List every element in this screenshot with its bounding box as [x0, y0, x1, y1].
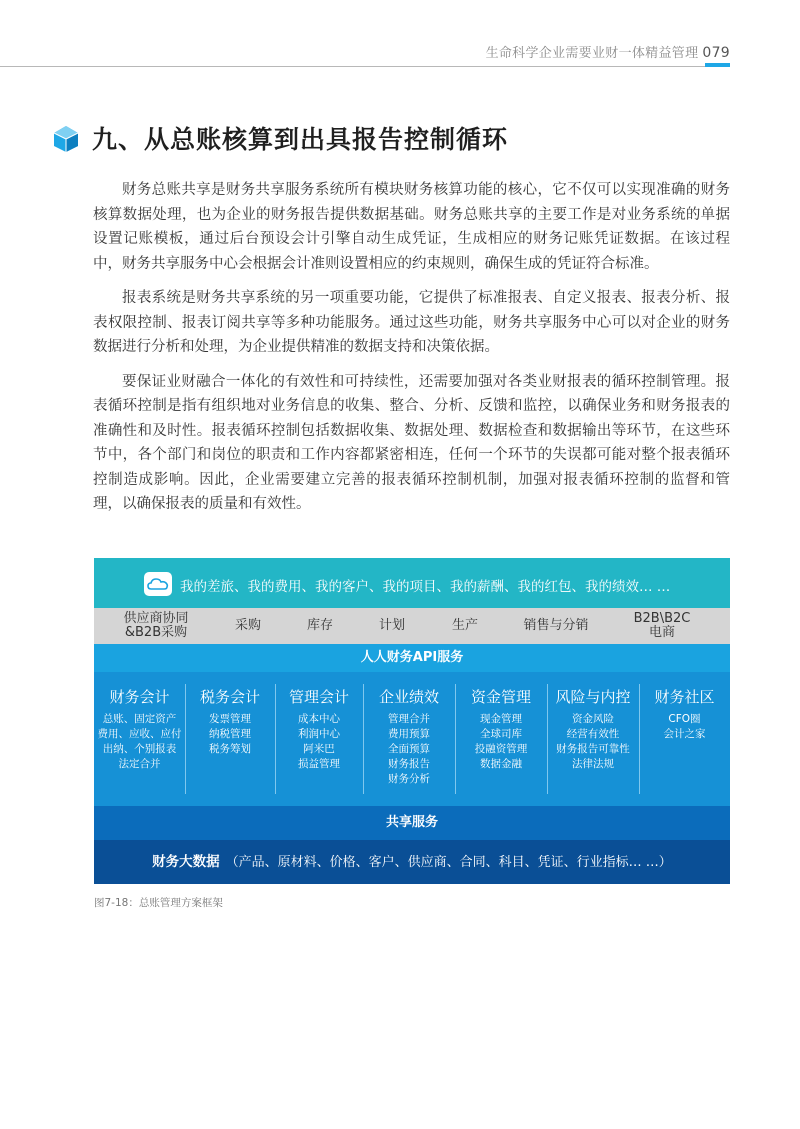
shared-services-band: 共享服务	[94, 806, 730, 840]
module-items	[94, 712, 185, 772]
running-header	[486, 42, 730, 61]
module-item: 法律法规	[572, 758, 614, 770]
personal-services-text: 我的差旅、我的费用、我的客户、我的项目、我的薪酬、我的红包、我的绩效… …	[180, 579, 671, 595]
header-rule	[0, 66, 730, 67]
module-item: 费用、应收、应付	[97, 728, 182, 740]
module-item: 数据金融	[480, 758, 522, 770]
module-item: CFO圈	[668, 713, 701, 725]
module-item: 利润中心	[298, 728, 340, 740]
module-item: 全面预算	[388, 743, 430, 755]
module-item: 纳税管理	[209, 728, 251, 740]
business-item: 计划	[378, 618, 406, 633]
business-item: 供应商协同 &B2B采购	[123, 611, 189, 640]
finance-bigdata-band	[94, 840, 730, 884]
module-item: 会计之家	[663, 728, 706, 740]
module-item: 损益管理	[298, 758, 340, 770]
module-title: 财务会计	[109, 688, 170, 706]
module-items	[455, 712, 547, 772]
business-item: 生产	[451, 618, 479, 633]
module-title: 税务会计	[199, 688, 260, 706]
module-item: 费用预算	[388, 728, 430, 740]
page-number: 079	[702, 45, 730, 61]
module-items	[275, 712, 363, 772]
module-enterprise-performance	[363, 672, 455, 806]
running-title: 生命科学企业需要业财一体精益管理	[485, 46, 699, 61]
module-item: 经营有效性	[566, 728, 620, 740]
api-service-band: 人人财务API服务	[94, 644, 730, 672]
module-item: 阿米巴	[303, 743, 335, 755]
module-title: 风险与内控	[555, 688, 631, 706]
business-systems-band	[94, 608, 730, 644]
module-items	[185, 712, 275, 757]
module-item: 管理合并	[388, 713, 430, 725]
module-item: 出纳、个别报表	[102, 743, 177, 755]
module-items	[639, 712, 730, 742]
module-treasury	[455, 672, 547, 806]
bigdata-detail: （产品、原材料、价格、客户、供应商、合同、科目、凭证、行业指标… …）	[225, 855, 672, 870]
module-title: 管理会计	[288, 688, 349, 706]
paragraph-2: 报表系统是财务共享系统的另一项重要功能，它提供了标准报表、自定义报表、报表分析、报表权限控制、报表订阅共享等多种功能服务。通过这些功能，财务共享服务中心可以对企业的财务数据进行分析和处理，为企业提供精准的数据支持和决策依据。	[93, 290, 730, 355]
paragraph-1: 财务总账共享是财务共享服务系统所有模块财务核算功能的核心，它不仅可以实现准确的财务核算数据处理，也为企业的财务报告提供数据基础。财务总账共享的主要工作是对业务系统的单据设置记账模板，通过后台预设会计引擎自动生成凭证，生成相应的财务记账凭证数据。在该过程中，财务共享服务中心会根据会计准则设置相应的约束规则，确保生成的凭证符合标准。	[93, 182, 730, 272]
header-accent-bar	[705, 63, 730, 67]
business-item: B2B\B2C 电商	[633, 611, 691, 640]
module-item: 成本中心	[298, 713, 340, 725]
figure-caption: 图7-18：总账管理方案框架	[94, 897, 223, 909]
module-item: 发票管理	[209, 713, 251, 725]
module-title: 资金管理	[470, 688, 531, 706]
hexagon-cube-icon	[52, 125, 80, 153]
module-item: 全球司库	[480, 728, 522, 740]
module-tax-accounting	[185, 672, 275, 806]
module-item: 法定合并	[118, 758, 161, 770]
body-text	[93, 178, 730, 527]
module-item: 财务报告	[388, 758, 430, 770]
module-items	[363, 712, 455, 787]
module-item: 财务报告可靠性	[556, 743, 630, 755]
business-item: 库存	[306, 618, 334, 633]
module-item: 现金管理	[480, 713, 522, 725]
module-item: 总账、固定资产	[102, 713, 177, 725]
module-item: 财务分析	[388, 773, 430, 785]
module-risk-control	[547, 672, 639, 806]
business-item: 采购	[234, 618, 262, 633]
module-financial-accounting	[94, 672, 185, 806]
paragraph-3: 要保证业财融合一体化的有效性和可持续性，还需要加强对各类业财报表的循环控制管理。报表循环控制是指有组织地对业务信息的收集、整合、分析、反馈和监控，以确保业务和财务报表的准确性和及时性。报表循环控制包括数据收集、数据处理、数据检查和数据输出等环节，在这些环节中，各个部门和岗位的职责和工作内容都紧密相连，任何一个环节的失误都可能对整个报表循环控制造成影响。因此，企业需要建立完善的报表循环控制机制，加强对报表循环控制的监督和管理，以确保报表的质量和有效性。	[93, 373, 730, 512]
module-title: 企业绩效	[378, 688, 439, 706]
module-management-accounting	[275, 672, 363, 806]
module-item: 资金风险	[572, 713, 614, 725]
module-item: 投融资管理	[474, 743, 528, 755]
personal-services-band	[94, 558, 730, 608]
module-finance-community	[639, 672, 730, 806]
module-title: 财务社区	[654, 688, 715, 706]
section-title: 九、从总账核算到出具报告控制循环	[92, 125, 509, 154]
ledger-framework-figure	[94, 558, 730, 884]
business-item: 销售与分销	[523, 618, 589, 633]
bigdata-title: 财务大数据	[152, 854, 220, 870]
module-items	[547, 712, 639, 772]
module-item: 税务筹划	[209, 743, 251, 755]
cloud-icon	[144, 572, 172, 596]
finance-modules-band	[94, 672, 730, 806]
